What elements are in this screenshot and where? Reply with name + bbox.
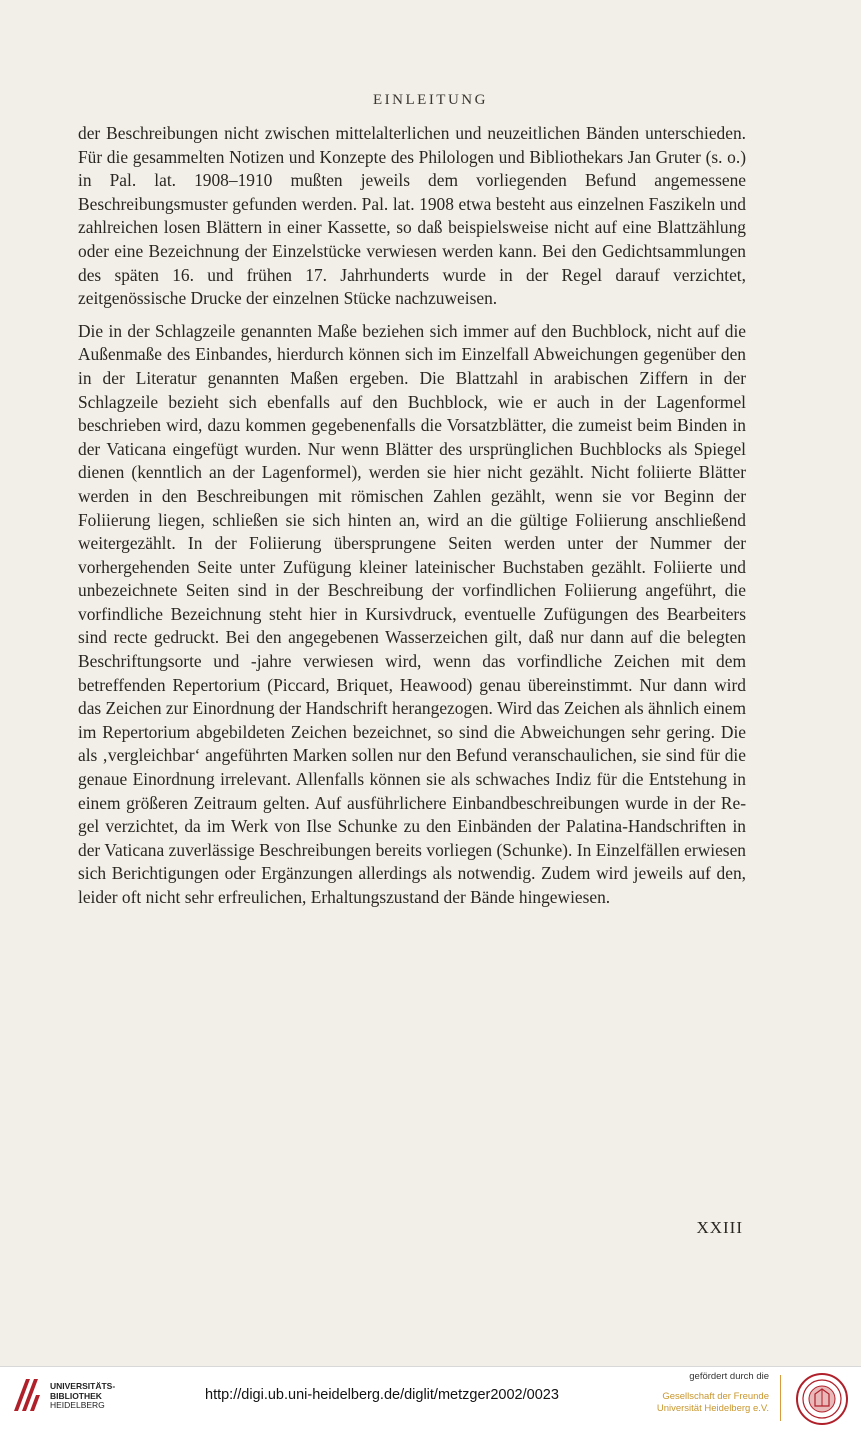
page-number: XXIII <box>696 1218 743 1237</box>
library-line-2: BIBLIOTHEK <box>50 1390 102 1401</box>
running-head: EINLEITUNG <box>373 92 488 108</box>
ub-logo-icon <box>10 1375 44 1415</box>
footer-bar <box>0 1366 861 1430</box>
library-line-1: UNIVERSITÄTS- <box>50 1381 116 1391</box>
paragraph-2: Die in der Schlagzeile genannten Maße beziehen sich immer auf den Buchblock, nicht auf die Außenmaße des Einbandes, hierdurch können sich im Einzelfall Abweichungen gegenüber den in der Literatur genannten Maßen ergeben. Die Blattzahl in arabischen Ziffern in der Schlagzeile bezieht sich ebenfalls auf den Buchblock, wie er auch in der Lagenformel beschrieben wird, dazu kommen gegebenenfalls die Vorsatzblätter, die zumeist beim Binden in der Vaticana eingefügt wurden. Nur wenn Blätter des ursprünglichen Buchblocks als Spiegel dienen (kenntlich an der Lagenformel), werden sie hier nicht gezählt. Nicht foliierte Blätter werden in den Beschreibungen mit römischen Zahlen gezählt, wenn sie vor Beginn der Foliierung liegen, schließen sie sich hinten an, wird an die gültige Foliierung anschließend weitergezählt. In der Foliierung übersprungene Seiten werden unter der Nummer der vorhergehenden Seite unter Zufügung kleiner lateinischer Buchstaben gezählt. Foliierte und unbezeichnete Seiten sind in der Beschreibung der vorfindlichen Foliierung angeführt, die vorfindliche Bezeichnung steht hier in Kursivdruck, eventuelle Zufügungen des Bearbeiters sind recte gedruckt. Bei den angegebenen Wasserzeichen gilt, daß nur dann auf die belegten Beschriftungsorte und -jahre verwiesen wird, wenn das vorfindliche Zeichen mit dem betreffenden Repertorium (Piccard, Briquet, Heawood) genau übereinstimmt. Nur dann wird das Zeichen zur Einordnung der Handschrift herangezogen. Wird das Zeichen als ähnlich einem im Repertorium abgebildeten Zeichen bezeichnet, so sind die Abweichungen sehr gering. Die als ‚vergleichbar‘ angeführten Marken sollen nur den Befund veranschaulichen, sie sind für die genaue Einordnung irrelevant. Allenfalls können sie als schwaches Indiz für die Entstehung in einem größeren Zeitraum gelten. Auf ausführlichere Einbandbeschreibungen wurde in der Regel verzichtet, da im Werk von Ilse Schunke zu den Einbänden der Palatina-Handschriften in der Vaticana zuverlässige Beschreibungen bereits vorliegen (Schunke). In Einzelfällen erwiesen sich Berichtigungen oder Ergänzungen allerdings als notwendig. Zudem wird jeweils auf den, leider oft nicht sehr erfreulichen, Erhaltungszustand der Bände hingewiesen. <box>78 320 746 907</box>
library-name <box>50 1382 115 1411</box>
funder-name-line-1: Gesellschaft der Freunde <box>662 1391 769 1402</box>
university-seal-icon <box>795 1372 849 1426</box>
funder-divider <box>780 1375 781 1421</box>
funder-name-line-2: Universität Heidelberg e.V. <box>656 1403 769 1414</box>
paragraph-1: der Beschreibungen nicht zwischen mittelalterlichen und neuzeitlichen Bänden unterschieden. Für die gesammelten Notizen und Konzepte des Philologen und Bibliothekars Jan Gruter (s. o.) in Pal. lat. 1908–1910 mußten jeweils dem vorliegenden Befund angemessene Beschreibungsmuster gefunden werden. Pal. lat. 1908 etwa besteht aus einzelnen Faszikeln und zahlreichen losen Blättern in einer Kassette, so daß beispielsweise nicht auf eine Blattzählung oder eine Bezeichnung der Einzelstücke verwiesen werden kann. Bei den Gedichtsammlungen des späten 16. und frühen 17. Jahrhunderts wurde in der Regel darauf verzichtet, zeitgenössische Drucke der einzelnen Stücke nachzuweisen. <box>78 123 746 309</box>
funder-block <box>657 1371 769 1415</box>
permalink-url[interactable]: http://digi.ub.uni-heidelberg.de/diglit/metzger2002/0023 <box>205 1387 559 1403</box>
body-text <box>78 122 746 910</box>
funder-label: gefördert durch die <box>689 1371 769 1382</box>
library-line-3: HEIDELBERG <box>50 1400 105 1410</box>
